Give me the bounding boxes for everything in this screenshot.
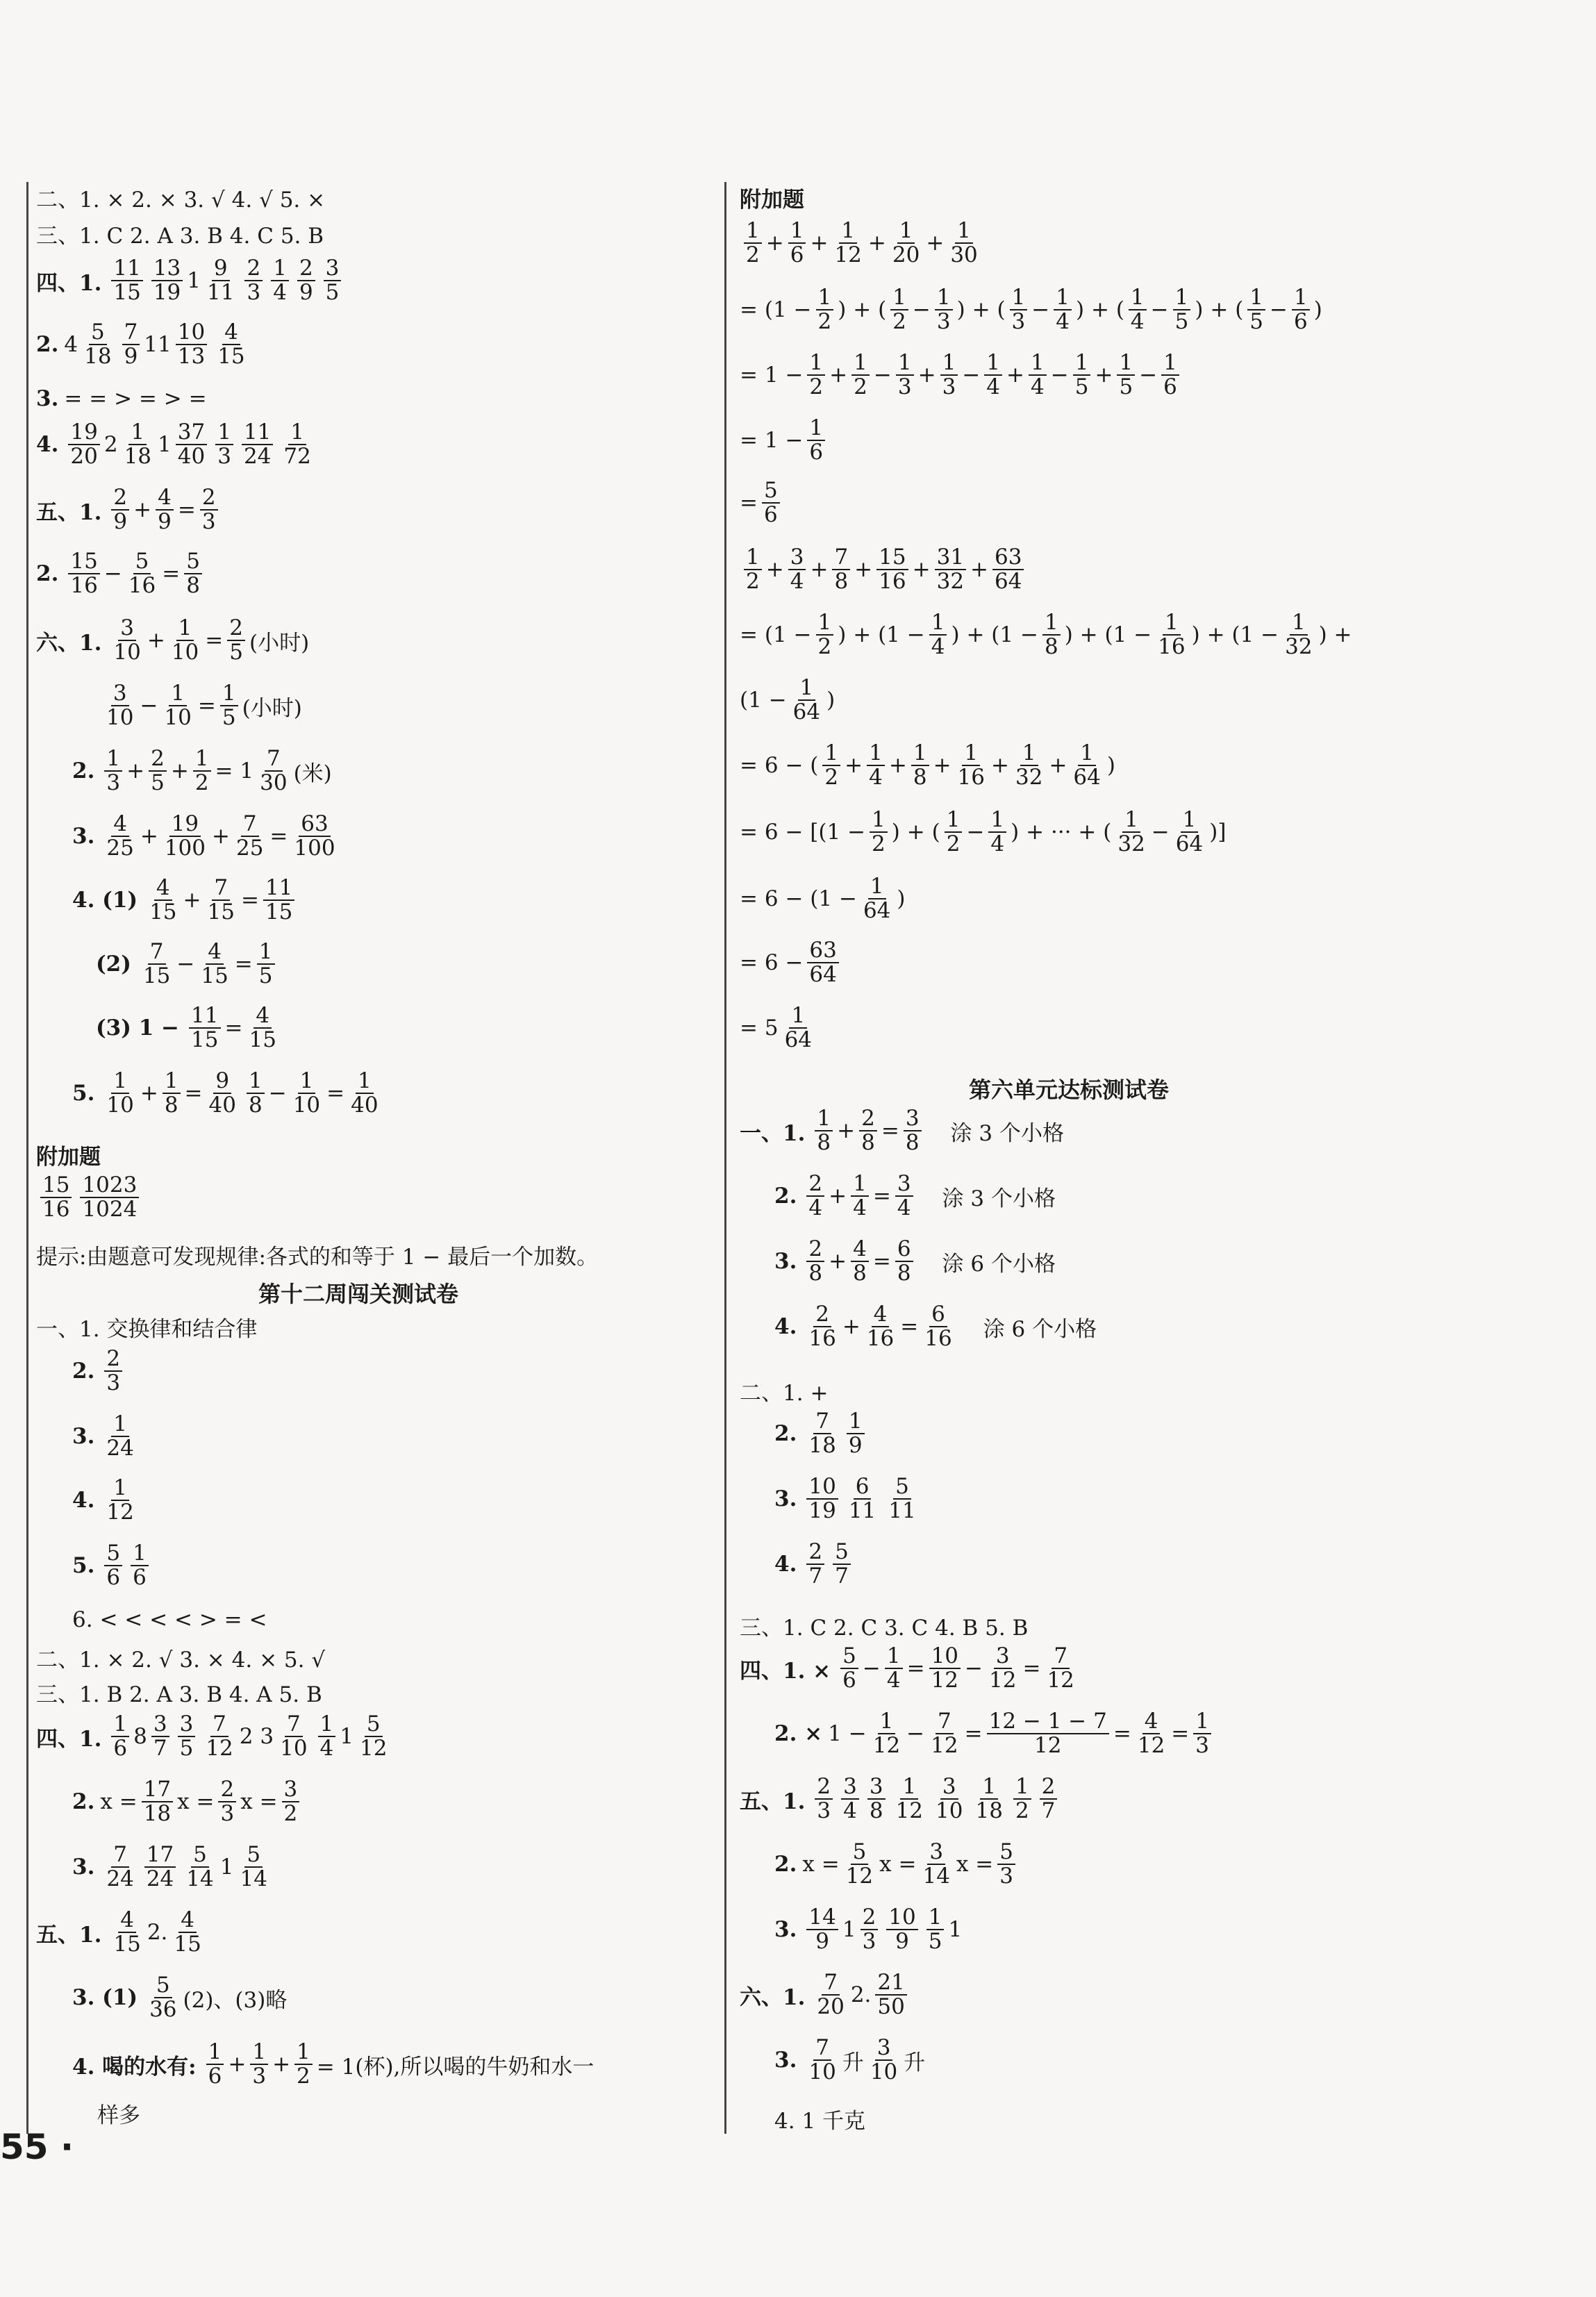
fraction: $\frac{1}{5}$: [220, 682, 238, 730]
fraction: $\frac{5}{16}$: [128, 549, 156, 599]
fraction: $\frac{1}{6}$: [111, 1713, 129, 1761]
u-yi-1: 一、1. $\frac{1}{8}$ + $\frac{2}{8}$ = $\frac{3}{8}$ 涂 3 个小格: [740, 1106, 1064, 1156]
r-line-2: = (1 − $\frac{1}{2}$ ) + ( $\frac{1}{2}$ − $\frac{1}{3}$ ) + ( $\frac{1}{3}$ − $\frac{1}{4}$ ) + ( $\frac{1}{4}$ − $\frac{1}{5}$ ) + ( $\frac{1}{5}$ − $\frac{1}{6}$ ): [740, 285, 1322, 335]
fraction: $\frac{5}{12}$: [845, 1839, 874, 1889]
r-line-13: = 5 $\frac{1}{64}$: [740, 1004, 818, 1052]
fraction: $\frac{19}{100}$: [164, 811, 206, 861]
fraction: $\frac{63}{64}$: [992, 546, 1024, 594]
fraction: $\frac{3}{4}$: [895, 1172, 913, 1220]
fraction: $\frac{6}{11}$: [848, 1474, 876, 1524]
fraction: $\frac{3}{4}$: [841, 1775, 859, 1823]
fraction: $\frac{1}{2}$: [807, 351, 825, 399]
fujia-title: 附加题: [36, 1145, 101, 1170]
fraction: $\frac{10}{13}$: [176, 321, 207, 369]
answer-wu-1: 五、1. $\frac{2}{9}$ + $\frac{4}{9}$ = $\frac{2}{3}$: [36, 486, 222, 534]
fraction: $\frac{1}{4}$: [271, 257, 289, 305]
fraction: $\frac{1}{5}$: [926, 1906, 945, 1954]
fraction: $\frac{2}{3}$: [104, 1347, 122, 1395]
item-label: 一、1.: [740, 1120, 806, 1146]
fraction: $\frac{11}{24}$: [242, 421, 273, 469]
u-liu-3: 3. $\frac{7}{10}$ 升 $\frac{3}{10}$ 升: [774, 2035, 926, 2085]
fraction: $\frac{7}{10}$: [280, 1711, 308, 1761]
fraction: $\frac{3}{4}$: [788, 546, 806, 594]
item-label: 3. (1): [72, 1985, 138, 2011]
fraction: $\frac{2}{16}$: [808, 1302, 836, 1352]
fraction: $\frac{14}{9}$: [806, 1906, 838, 1954]
w-wu-3: 3. (1) $\frac{5}{36}$ (2)、(3)略: [72, 1973, 288, 2023]
r-line-6: $\frac{1}{2}$ + $\frac{3}{4}$ + $\frac{7}{8}$ + $\frac{15}{16}$ + $\frac{31}{32}$ + $\frac{63}{64}$: [740, 546, 1028, 594]
fraction: $\frac{4}{15}$: [113, 1907, 141, 1957]
item-label: 六、1.: [36, 630, 102, 656]
fraction: $\frac{7}{15}$: [207, 875, 235, 925]
w-yi-2: [72, 1347, 126, 1395]
column-divider: [724, 182, 726, 2134]
answer-si-2: 2. 4 $\frac{5}{18}$ $\frac{7}{9}$ 11 $\frac{10}{13}$ $\frac{4}{15}$: [36, 321, 251, 369]
fraction: $\frac{1}{64}$: [792, 675, 821, 725]
item-label: 4.: [774, 1552, 797, 1577]
fraction: $\frac{13}{19}$: [151, 257, 183, 305]
w-si-2: 2. x = $\frac{17}{18}$ x = $\frac{2}{3}$ x = $\frac{3}{2}$: [72, 1778, 304, 1826]
answer-si-4: 4. $\frac{19}{20}$ 2 $\frac{1}{18}$ 1 $\frac{37}{40}$ $\frac{1}{3}$ $\frac{11}{24}$ $\frac{1}{72}$: [36, 421, 317, 469]
fraction: $\frac{7}{24}$: [106, 1842, 134, 1892]
answer-liu-4c: (3) 1 − $\frac{11}{15}$ = $\frac{4}{15}$: [96, 1004, 283, 1052]
fraction: $\frac{1}{2}$: [851, 351, 870, 399]
fraction: $\frac{63}{64}$: [807, 939, 838, 987]
fraction: $\frac{4}{8}$: [851, 1238, 869, 1286]
r-line-7: = (1 − $\frac{1}{2}$ ) + (1 − $\frac{1}{4}$ ) + (1 − $\frac{1}{8}$ ) + (1 − $\frac{1}{16}$ ) + (1 − $\frac{1}{32}$ ) +: [740, 610, 1352, 660]
u-yi-3: 3. $\frac{2}{8}$ + $\frac{4}{8}$ = $\frac{6}{8}$ 涂 6 个小格: [774, 1236, 1056, 1286]
fraction: $\frac{1}{4}$: [1029, 351, 1047, 399]
fraction: $\frac{1}{32}$: [1285, 610, 1313, 660]
fraction: $\frac{7}{12}$: [206, 1711, 233, 1761]
item-label: 3.: [774, 2048, 797, 2073]
answer-wu-2: 2. $\frac{15}{16}$ − $\frac{5}{16}$ = $\frac{5}{8}$: [36, 550, 206, 598]
fraction: $\frac{1}{8}$: [911, 742, 929, 790]
item-label: 四、1. ×: [740, 1658, 831, 1684]
fraction: $\frac{7}{30}$: [260, 746, 288, 796]
fraction: $\frac{5}{6}$: [840, 1645, 858, 1693]
fraction: $\frac{1}{3}$: [1193, 1710, 1211, 1758]
w-wu-4b: 样多: [97, 2103, 140, 2128]
fraction: $\frac{4}{15}$: [249, 1003, 276, 1053]
fraction: $\frac{17}{18}$: [142, 1778, 173, 1826]
fraction: $\frac{1}{8}$: [1042, 611, 1061, 659]
fraction: $\frac{1}{6}$: [788, 219, 806, 267]
fraction: $\frac{9}{11}$: [207, 256, 235, 306]
w-san: 三、1. B 2. A 3. B 4. A 5. B: [36, 1682, 322, 1707]
answer-san: 三、1. C 2. A 3. B 4. C 5. B: [36, 224, 324, 249]
fraction: $\frac{1}{32}$: [1117, 807, 1145, 857]
fraction: $\frac{1}{3}$: [940, 351, 958, 399]
answer-liu-1b: $\frac{3}{10}$ − $\frac{1}{10}$ = $\frac{1}{5}$ (小时): [100, 682, 302, 730]
item-label: 3.: [774, 1249, 797, 1275]
fraction: $\frac{1}{4}$: [988, 808, 1006, 856]
fraction: $\frac{7}{12}$: [1047, 1643, 1074, 1693]
item-label: 2.: [36, 561, 59, 587]
fraction: $\frac{4}{15}$: [149, 875, 177, 925]
w-yi-3: [72, 1413, 140, 1461]
fraction: $\frac{4}{12}$: [1137, 1709, 1165, 1759]
fraction: $\frac{11}{15}$: [189, 1004, 220, 1052]
fujia-answer: [36, 1174, 143, 1222]
w-yi-5: [72, 1542, 153, 1590]
item-label: 2.: [72, 758, 95, 784]
r-line-12: = 6 − $\frac{63}{64}$: [740, 939, 843, 987]
item-label: 2.: [774, 1184, 797, 1209]
item-label: 2.: [774, 1852, 797, 1877]
u-si-1: 四、1. × $\frac{5}{6}$ − $\frac{1}{4}$ = $\frac{10}{12}$ − $\frac{3}{12}$ = $\frac{7}{12}$: [740, 1645, 1081, 1693]
fraction: $\frac{3}{8}$: [904, 1107, 922, 1155]
fraction: $\frac{1}{64}$: [784, 1003, 813, 1053]
fraction: $\frac{2}{5}$: [227, 617, 245, 665]
fraction: $\frac{1}{2}$: [294, 2041, 313, 2089]
fraction: $\frac{7}{8}$: [832, 546, 850, 594]
item-label: 五、1.: [36, 1922, 102, 1948]
fraction: $\frac{5}{18}$: [84, 320, 112, 370]
u-er-1: 二、1. +: [740, 1381, 829, 1406]
fraction: $\frac{2}{8}$: [806, 1238, 824, 1286]
fraction: $\frac{4}{15}$: [217, 320, 245, 370]
item-label: 4.: [774, 1314, 797, 1340]
fraction: $\frac{1}{10}$: [292, 1068, 321, 1118]
u-er-2: [774, 1410, 869, 1458]
fraction: $\frac{1}{2}$: [744, 546, 762, 594]
fraction: $\frac{2}{3}$: [244, 257, 263, 305]
item-label: 3.: [36, 386, 59, 411]
w-wu-4: 4. 喝的水有: $\frac{1}{6}$ + $\frac{1}{3}$ + $\frac{1}{2}$ = 1(杯),所以喝的牛奶和水一: [72, 2039, 595, 2089]
fraction: $\frac{1}{12}$: [106, 1475, 134, 1525]
r-line-8: (1 − $\frac{1}{64}$ ): [740, 675, 836, 725]
w-si-1: 四、1. $\frac{1}{6}$ 8 $\frac{3}{7}$ $\frac{3}{5}$ $\frac{7}{12}$ 2 3 $\frac{7}{10}$ $\frac{1}{4}$ 1 $\frac{5}{12}$: [36, 1713, 393, 1761]
fraction: $\frac{3}{5}$: [324, 257, 342, 305]
fraction: $\frac{5}{12}$: [360, 1711, 388, 1761]
fraction: $\frac{1023}{1024}$: [80, 1174, 139, 1222]
unit6-title: 第六单元达标测试卷: [969, 1077, 1170, 1103]
fraction: $\frac{1}{64}$: [863, 874, 891, 924]
w-wu-1: 五、1. $\frac{4}{15}$ 2. $\frac{4}{15}$: [36, 1909, 208, 1957]
fraction: $\frac{5}{6}$: [104, 1542, 122, 1590]
fraction: $\frac{1}{6}$: [1292, 286, 1310, 334]
fraction: $\frac{1}{5}$: [257, 940, 275, 988]
fraction: $\frac{1}{2}$: [193, 747, 211, 795]
fraction: $\frac{1}{18}$: [975, 1774, 1003, 1824]
fraction: $\frac{5}{6}$: [762, 479, 780, 527]
fraction: $\frac{2}{7}$: [806, 1541, 824, 1589]
item-label: 4. 喝的水有:: [72, 2054, 197, 2080]
fraction: $\frac{7}{18}$: [808, 1409, 836, 1459]
fraction: $\frac{1}{9}$: [847, 1410, 865, 1458]
u-liu-4: 4. 1 千克: [774, 2109, 866, 2134]
item-label: 2.: [36, 332, 59, 358]
fraction: $\frac{1}{3}$: [215, 421, 233, 469]
u-san: 三、1. C 2. C 3. C 4. B 5. B: [740, 1616, 1029, 1641]
fraction: $\frac{1}{30}$: [950, 218, 978, 268]
fraction: $\frac{1}{4}$: [885, 1645, 903, 1693]
r-line-5: = $\frac{5}{6}$: [740, 479, 784, 527]
fraction: $\frac{4}{15}$: [201, 939, 228, 989]
u-wu-3: 3. $\frac{14}{9}$ 1 $\frac{2}{3}$ $\frac{10}{9}$ $\frac{1}{5}$ 1: [774, 1905, 963, 1955]
u-yi-2: 2. $\frac{2}{4}$ + $\frac{1}{4}$ = $\frac{3}{4}$ 涂 3 个小格: [774, 1171, 1056, 1221]
answer-si-3: 3. = = > = > =: [36, 386, 207, 411]
fraction: $\frac{6}{16}$: [924, 1302, 952, 1352]
fraction: $\frac{3}{10}$: [870, 2035, 898, 2085]
fraction: $\frac{15}{16}$: [68, 550, 99, 598]
fraction: $\frac{1}{32}$: [1015, 740, 1043, 790]
fraction: $\frac{1}{4}$: [867, 742, 885, 790]
w-yi-1: 一、1. 交换律和结合律: [36, 1317, 258, 1342]
fraction: $\frac{1}{12}$: [834, 218, 862, 268]
fraction: $\frac{1}{24}$: [106, 1411, 134, 1461]
fraction: $\frac{1}{3}$: [1010, 286, 1028, 334]
fraction: $\frac{1}{8}$: [247, 1070, 265, 1118]
fraction: $\frac{1}{2}$: [945, 808, 963, 856]
item-label: 五、1.: [36, 499, 102, 525]
fraction: $\frac{1}{72}$: [283, 420, 311, 470]
fraction: $\frac{17}{24}$: [144, 1843, 176, 1891]
item-label: 六、1.: [740, 1984, 806, 2010]
fraction: $\frac{2}{7}$: [1040, 1775, 1058, 1823]
fraction: $\frac{5}{8}$: [184, 550, 202, 598]
fraction: $\frac{1}{3}$: [250, 2041, 268, 2089]
fraction: $\frac{7}{10}$: [808, 2035, 836, 2085]
item-label: 2.: [72, 1789, 95, 1815]
fraction: $\frac{1}{8}$: [815, 1107, 833, 1155]
fraction: $\frac{7}{20}$: [817, 1970, 845, 2020]
week12-title: 第十二周闯关测试卷: [258, 1281, 459, 1307]
answer-liu-3: 3. $\frac{4}{25}$ + $\frac{19}{100}$ + $\frac{7}{25}$ = $\frac{63}{100}$: [72, 813, 342, 861]
fraction: $\frac{1}{4}$: [984, 351, 1002, 399]
fraction: $\frac{21}{50}$: [875, 1971, 906, 2019]
fraction: $\frac{1}{64}$: [1175, 807, 1204, 857]
fraction: $\frac{1}{3}$: [935, 286, 953, 334]
fraction: $\frac{4}{16}$: [866, 1302, 895, 1352]
fraction: $\frac{1}{2}$: [870, 808, 888, 856]
fraction: $\frac{5}{14}$: [240, 1842, 267, 1892]
note: 涂 6 个小格: [983, 1316, 1097, 1342]
fraction: $\frac{5}{36}$: [149, 1973, 177, 2023]
answer-liu-4b: (2) $\frac{7}{15}$ − $\frac{4}{15}$ = $\frac{1}{5}$: [96, 940, 279, 988]
fraction: $\frac{15}{16}$: [876, 546, 908, 594]
w-yi-6: 6. < < < < > = <: [72, 1607, 267, 1632]
fraction: $\frac{1}{4}$: [1054, 286, 1072, 334]
fraction: $\frac{5}{7}$: [833, 1541, 851, 1589]
fraction: $\frac{1}{20}$: [892, 218, 920, 268]
fraction: $\frac{1}{2}$: [816, 286, 834, 334]
note: 涂 6 个小格: [942, 1251, 1056, 1277]
fraction: $\frac{7}{25}$: [235, 811, 264, 861]
fraction: $\frac{1}{6}$: [807, 417, 825, 465]
fraction: $\frac{12 - 1 - 7}{12}$: [987, 1710, 1109, 1758]
fraction: $\frac{7}{9}$: [122, 321, 140, 369]
u-yi-4: 4. $\frac{2}{16}$ + $\frac{4}{16}$ = $\frac{6}{16}$ 涂 6 个小格: [774, 1302, 1097, 1352]
item-label: 2.: [774, 1421, 797, 1447]
fraction: $\frac{2}{9}$: [297, 257, 315, 305]
w-si-3: 3. $\frac{7}{24}$ $\frac{17}{24}$ $\frac{5}{14}$ 1 $\frac{5}{14}$: [72, 1843, 274, 1891]
note: 涂 3 个小格: [942, 1186, 1056, 1211]
item-label: 2. ×: [774, 1721, 823, 1747]
r-line-4: = 1 − $\frac{1}{6}$: [740, 417, 829, 465]
fraction: $\frac{1}{12}$: [895, 1774, 924, 1824]
fraction: $\frac{3}{8}$: [867, 1775, 886, 1823]
fraction: $\frac{3}{7}$: [151, 1713, 169, 1761]
item-label: 3.: [774, 1917, 797, 1943]
item-label: (2): [96, 952, 131, 977]
item-label: (3) 1 −: [96, 1015, 180, 1041]
fraction: $\frac{10}{12}$: [929, 1645, 961, 1693]
fraction: $\frac{5}{3}$: [997, 1841, 1015, 1889]
item-label: 3.: [72, 824, 95, 849]
fraction: $\frac{1}{2}$: [1013, 1775, 1031, 1823]
fraction: $\frac{1}{4}$: [1129, 286, 1147, 334]
fraction: $\frac{11}{15}$: [111, 257, 142, 305]
u-wu-2: 2. x = $\frac{5}{12}$ x = $\frac{3}{14}$ x = $\frac{5}{3}$: [774, 1841, 1020, 1889]
fraction: $\frac{1}{10}$: [106, 1068, 134, 1118]
fraction: $\frac{1}{2}$: [816, 611, 834, 659]
r-line-9: = 6 − ( $\frac{1}{2}$ + $\frac{1}{4}$ + $\frac{1}{8}$ + $\frac{1}{16}$ + $\frac{1}{32}$ + $\frac{1}{64}$ ): [740, 740, 1115, 790]
r-line-1: $\frac{1}{2}$ + $\frac{1}{6}$ + $\frac{1}{12}$ + $\frac{1}{20}$ + $\frac{1}{30}$: [740, 219, 984, 267]
fraction: $\frac{2}{8}$: [859, 1107, 877, 1155]
fraction: $\frac{7}{12}$: [931, 1709, 958, 1759]
tip-text: 提示:由题意可发现规律:各式的和等于 1 − 最后一个加数。: [36, 1245, 599, 1270]
item-label: 3.: [774, 1486, 797, 1512]
u-wu-1: [740, 1775, 1061, 1823]
fraction: $\frac{1}{64}$: [1073, 740, 1101, 790]
item-label: 4.: [36, 432, 59, 458]
fraction: $\frac{2}{4}$: [806, 1172, 824, 1220]
fraction: $\frac{4}{25}$: [106, 811, 134, 861]
r-line-10: = 6 − [(1 − $\frac{1}{2}$ ) + ( $\frac{1}{2}$ − $\frac{1}{4}$ ) + ··· + ( $\frac{1}{32}$ − $\frac{1}{64}$ )]: [740, 807, 1227, 857]
fraction: $\frac{10}{19}$: [806, 1475, 838, 1523]
u-er-3: [774, 1475, 922, 1523]
fraction: $\frac{3}{12}$: [989, 1643, 1017, 1693]
fraction: $\frac{1}{6}$: [206, 2041, 224, 2089]
fraction: $\frac{1}{5}$: [1247, 286, 1265, 334]
item-label: 4. (1): [72, 888, 138, 913]
fraction: $\frac{63}{100}$: [294, 811, 335, 861]
fraction: $\frac{11}{15}$: [263, 877, 294, 924]
item-label: 5.: [72, 1553, 95, 1579]
item-label: 5.: [72, 1081, 95, 1106]
fraction: $\frac{1}{2}$: [890, 286, 908, 334]
fraction: $\frac{1}{5}$: [1173, 286, 1191, 334]
fraction: $\frac{3}{14}$: [922, 1839, 950, 1889]
fraction: $\frac{1}{12}$: [872, 1709, 901, 1759]
fraction: $\frac{1}{2}$: [744, 219, 762, 267]
fraction: $\frac{1}{18}$: [124, 420, 152, 470]
fraction: $\frac{1}{10}$: [171, 615, 199, 665]
answer-liu-1a: 六、1. $\frac{3}{10}$ + $\frac{1}{10}$ = $\frac{2}{5}$ (小时): [36, 615, 310, 665]
answer-si-1: 四、1. $\frac{11}{15}$ $\frac{13}{19}$ 1 $\frac{9}{11}$ $\frac{2}{3}$ $\frac{1}{4}$ $\frac{2}{9}$ $\frac{3}{5}$: [36, 257, 345, 305]
fraction: $\frac{3}{5}$: [178, 1713, 196, 1761]
r-line-11: = 6 − (1 − $\frac{1}{64}$ ): [740, 874, 906, 924]
w-yi-4: [72, 1477, 140, 1525]
fraction: $\frac{2}{3}$: [861, 1906, 879, 1954]
answer-liu-5: 5. $\frac{1}{10}$ + $\frac{1}{8}$ = $\frac{9}{40}$ $\frac{1}{8}$ − $\frac{1}{10}$ = $\frac{1}{40}$: [72, 1070, 385, 1118]
fraction: $\frac{1}{16}$: [1158, 610, 1186, 660]
item-label: 3.: [72, 1855, 95, 1880]
fraction: $\frac{2}{9}$: [111, 486, 129, 534]
fraction: $\frac{1}{3}$: [104, 747, 122, 795]
fraction: $\frac{1}{8}$: [163, 1070, 181, 1118]
item-label: 2.: [72, 1359, 95, 1384]
fraction: $\frac{2}{3}$: [218, 1778, 236, 1826]
item-label: 四、1.: [36, 1726, 102, 1752]
fraction: $\frac{3}{10}$: [113, 615, 141, 665]
item-label: 3.: [72, 1424, 95, 1450]
fraction: $\frac{1}{5}$: [1073, 351, 1091, 399]
r-fujia-title: 附加题: [740, 188, 804, 213]
fraction: $\frac{2}{3}$: [815, 1775, 833, 1823]
fraction: $\frac{1}{40}$: [351, 1068, 379, 1118]
page-number: 55 ·: [0, 2127, 74, 2167]
u-er-4: [774, 1541, 855, 1589]
u-liu-1: 六、1. $\frac{7}{20}$ 2. $\frac{21}{50}$: [740, 1971, 911, 2019]
fraction: $\frac{9}{40}$: [208, 1068, 236, 1118]
item-label: 四、1.: [36, 270, 102, 296]
answer-er: 二、1. × 2. × 3. √ 4. √ 5. ×: [36, 188, 326, 213]
note: 涂 3 个小格: [950, 1120, 1064, 1146]
fraction: $\frac{1}{3}$: [896, 351, 914, 399]
fraction: $\frac{5}{14}$: [186, 1842, 214, 1892]
fraction: $\frac{3}{10}$: [936, 1774, 963, 1824]
fraction: $\frac{3}{2}$: [282, 1778, 300, 1826]
u-si-2: 2. × 1 − $\frac{1}{12}$ − $\frac{7}{12}$ = $\frac{12 - 1 - 7}{12}$ = $\frac{4}{12}$ = $\frac{1}{3}$: [774, 1710, 1215, 1758]
fraction: $\frac{1}{16}$: [957, 740, 985, 790]
fraction: $\frac{4}{15}$: [174, 1907, 201, 1957]
fraction: $\frac{1}{5}$: [1117, 351, 1135, 399]
fraction: $\frac{37}{40}$: [176, 421, 207, 469]
fraction: $\frac{1}{6}$: [131, 1542, 149, 1590]
fraction: $\frac{6}{8}$: [895, 1238, 913, 1286]
answer-liu-4a: 4. (1) $\frac{4}{15}$ + $\frac{7}{15}$ = $\frac{11}{15}$: [72, 877, 299, 924]
fraction: $\frac{10}{9}$: [886, 1906, 917, 1954]
fraction: $\frac{19}{20}$: [68, 421, 99, 469]
w-er: 二、1. × 2. √ 3. × 4. × 5. √: [36, 1648, 326, 1673]
fraction: $\frac{1}{4}$: [851, 1172, 869, 1220]
fraction: $\frac{15}{16}$: [40, 1174, 72, 1222]
fraction: $\frac{1}{2}$: [822, 742, 840, 790]
item-label: 4.: [72, 1488, 95, 1514]
fraction: $\frac{31}{32}$: [935, 546, 966, 594]
fraction: $\frac{2}{3}$: [200, 486, 218, 534]
fraction: $\frac{4}{9}$: [156, 486, 174, 534]
fraction: $\frac{1}{6}$: [1161, 351, 1179, 399]
fraction: $\frac{7}{15}$: [142, 939, 171, 989]
fraction: $\frac{3}{10}$: [106, 681, 134, 731]
fraction: $\frac{1}{4}$: [318, 1713, 336, 1761]
r-line-3: = 1 − $\frac{1}{2}$ + $\frac{1}{2}$ − $\frac{1}{3}$ + $\frac{1}{3}$ − $\frac{1}{4}$ + $\frac{1}{4}$ − $\frac{1}{5}$ + $\frac{1}{5}$ − $\frac{1}{6}$: [740, 351, 1183, 399]
answer-liu-2: 2. $\frac{1}{3}$ + $\frac{2}{5}$ + $\frac{1}{2}$ = 1 $\frac{7}{30}$ (米): [72, 746, 332, 796]
fraction: $\frac{5}{11}$: [888, 1474, 916, 1524]
fraction: $\frac{2}{5}$: [149, 747, 167, 795]
left-margin-rule: [26, 182, 28, 2134]
item-label: 五、1.: [740, 1789, 806, 1814]
fraction: $\frac{1}{10}$: [164, 681, 192, 731]
fraction: $\frac{1}{4}$: [929, 611, 947, 659]
